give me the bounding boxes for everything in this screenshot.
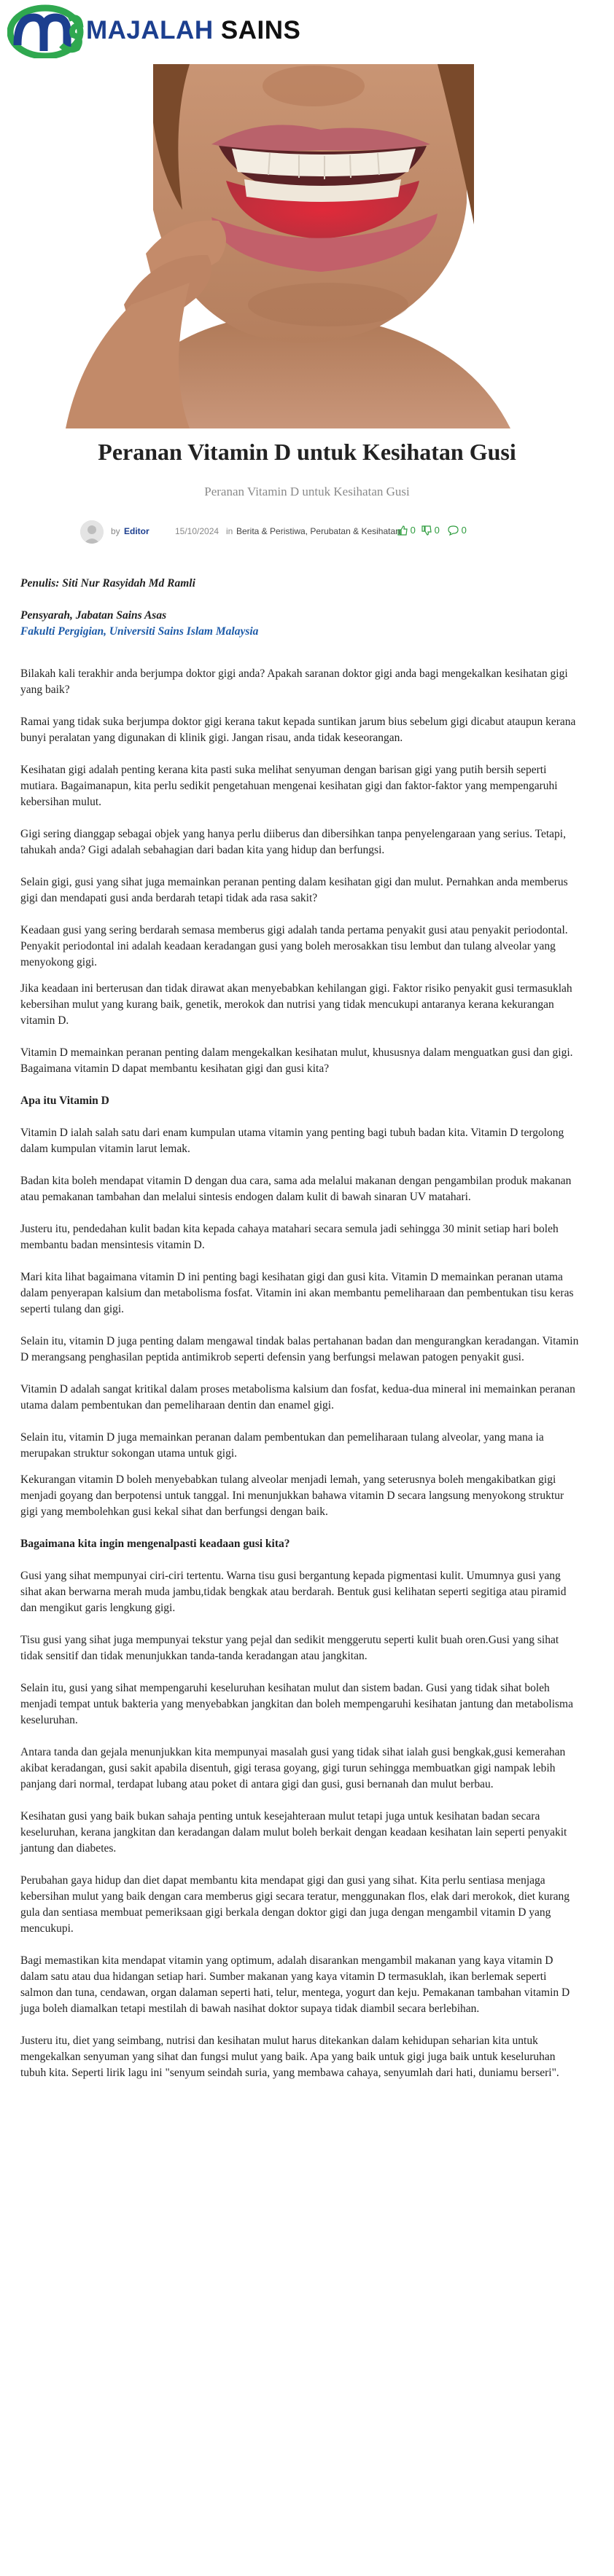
writer-credit: Penulis: Siti Nur Rasyidah Md Ramli: [20, 577, 195, 590]
user-avatar-icon: [80, 520, 104, 544]
comment-icon: [448, 525, 459, 536]
author-link[interactable]: Editor: [124, 526, 149, 536]
meta-by: by: [111, 526, 120, 536]
dislike-count: 0: [434, 525, 440, 536]
category-separator: ,: [305, 526, 308, 536]
article-subtitle: Peranan Vitamin D untuk Kesihatan Gusi: [204, 485, 410, 498]
paragraph: Kekurangan vitamin D boleh menyebabkan tulang alveolar menjadi lemah, yang seterusnya boleh mengakibatkan gigi menjadi goyang dan berpotensi untuk tanggal. Ini menunjukkan bahawa vitamin D secara langsung menyokong struktur gigi yang membolehkan gusi kekal sihat dan berfungsi dengan baik.: [20, 1473, 564, 1518]
paragraph: Kesihatan gigi adalah penting kerana kita pasti suka melihat senyuman dengan barisan gigi yang putih bersih seperti mutiara. Bagaimanapun, kita perlu sedikit pengetahuan mengenai kesihatan gigi dan faktor-faktor yang mempengaruhi kebersihan mulut.: [20, 764, 558, 808]
like-count: 0: [410, 525, 416, 536]
site-logo-text[interactable]: [86, 16, 300, 45]
paragraph: Vitamin D ialah salah satu dari enam kumpulan utama vitamin yang penting bagi tubuh badan kita. Vitamin D tergolong dalam kumpulan vitamin larut lemak.: [20, 1127, 564, 1155]
section-heading: Bagaimana kita ingin mengenalpasti keadaan gusi kita?: [20, 1538, 290, 1550]
position-credit: Pensyarah, Jabatan Sains Asas: [20, 609, 167, 622]
author-avatar[interactable]: [80, 520, 104, 544]
paragraph: Justeru itu, pendedahan kulit badan kita kepada cahaya matahari secara semula jadi sehingga 30 minit setiap hari boleh membantu badan mensintesis vitamin D.: [20, 1223, 559, 1251]
paragraph: Bilakah kali terakhir anda berjumpa doktor gigi anda? Apakah saranan doktor gigi anda bagi mengekalkan kesihatan gigi yang baik?: [20, 668, 568, 696]
like-button[interactable]: [397, 525, 416, 536]
paragraph: Selain itu, vitamin D juga penting dalam mengawal tindak balas pertahanan badan dan mengurangkan keradangan. Vitamin D merangsang penghasilan peptida antimikrob seperti defensin yang berfungsi melawan patogen penyakit gusi.: [20, 1335, 579, 1363]
paragraph: Gigi sering dianggap sebagai objek yang hanya perlu diiberus dan dibersihkan tanpa penyelengaraan yang serius. Tetapi, tahukah anda? Gigi adalah sebahagian dari badan kita yang hidup dan berfungsi.: [20, 828, 566, 856]
thumbs-down-icon: [421, 525, 432, 536]
meta-in: in: [226, 526, 233, 536]
paragraph: Selain itu, vitamin D juga memainkan peranan dalam pembentukan dan pemeliharaan tulang alveolar, yang mana ia merupakan struktur sokongan utama untuk gigi.: [20, 1431, 544, 1460]
section-heading: Apa itu Vitamin D: [20, 1095, 109, 1107]
paragraph: Jika keadaan ini berterusan dan tidak dirawat akan menyebabkan kehilangan gigi. Faktor risiko penyakit gusi termasuklah kebersihan mulut yang kurang baik, genetik, merokok dan nutrisi yang tidak mencukupi antaranya kerana kekurangan vitamin D.: [20, 982, 572, 1027]
article-title: Peranan Vitamin D untuk Kesihatan Gusi: [98, 439, 516, 465]
dislike-button[interactable]: [421, 525, 440, 536]
category-link[interactable]: Perubatan & Kesihatan: [310, 526, 400, 536]
article-meta: [0, 519, 614, 545]
gum-inflammation-photo: [0, 64, 563, 428]
comments-button[interactable]: [448, 525, 467, 536]
logo-word-sains: SAINS: [220, 16, 301, 44]
paragraph: Vitamin D memainkan peranan penting dalam mengekalkan kesihatan mulut, khususnya dalam menguatkan gusi dan gigi. Bagaimana vitamin D dapat membantu kesihatan gigi dan gusi kita?: [20, 1046, 573, 1075]
paragraph: Vitamin D adalah sangat kritikal dalam proses metabolisma kalsium dan fosfat, kedua-dua mineral ini memainkan peranan utama dalam pembentukan dan pemeliharaan dentin dan enamel gigi.: [20, 1383, 575, 1412]
post-date: 15/10/2024: [175, 526, 219, 536]
faculty-link[interactable]: Fakulti Pergigian, Universiti Sains Islam Malaysia: [20, 625, 259, 638]
paragraph: Bagi memastikan kita mendapat vitamin yang optimum, adalah disarankan mengambil makanan yang kaya vitamin D dalam satu atau dua hidangan setiap hari. Sumber makanan yang kaya vitamin D termasuklah, ikan berlemak seperti salmon dan tuna, cendawan, organ dalaman seperti hati, telur, mentega, yogurt dan keju. Pemakanan tambahan vitamin D juga boleh diamalkan tetapi mestilah di bawah nasihat doktor supaya tidak diambil secara berlebihan.: [20, 1954, 570, 2015]
paragraph: Gusi yang sihat mempunyai ciri-ciri tertentu. Warna tisu gusi bergantung kepada pigmentasi kulit. Umumnya gusi yang sihat akan berwarna merah muda jambu,tidak bengkak atau berdarah. Bentuk gusi kelihatan seperti segitiga atau piramid dan mengikut garis lengkung gigi.: [20, 1570, 567, 1614]
paragraph: Selain itu, gusi yang sihat mempengaruhi keseluruhan kesihatan mulut dan sistem badan. Gusi yang tidak sihat boleh menjadi tempat untuk bakteria yang menyebabkan jangkitan dan boleh mempengaruhi kesihatan jantung dan metabolisma keseluruhan.: [20, 1682, 573, 1726]
comment-count: 0: [461, 525, 467, 536]
paragraph: Mari kita lihat bagaimana vitamin D ini penting bagi kesihatan gigi dan gusi kita. Vitamin D memainkan peranan utama dalam penyerapan kalsium dan metabolisma fosfat. Vitamin ini akan membantu pemeliharaan dan pembentukan tisu keras seperti tulang dan gigi.: [20, 1271, 574, 1315]
category-link[interactable]: Berita & Peristiwa: [236, 526, 306, 536]
category-list: [236, 526, 400, 536]
site-header: [0, 0, 614, 64]
logo-word-majalah: MAJALAH: [86, 16, 214, 44]
paragraph: Selain gigi, gusi yang sihat juga memainkan peranan penting dalam kesihatan gigi dan mulut. Pernahkan anda memberus gigi dan mendapati gusi anda berdarah tetapi tidak ada rasa sakit?: [20, 876, 568, 904]
paragraph: Perubahan gaya hidup dan diet dapat membantu kita mendapat gigi dan gusi yang sihat. Kita perlu sentiasa menjaga kebersihan mulut yang baik dengan cara memberus gigi secara teratur, menggunakan flos, elak dari merokok, diet kurang gula dan sentiasa membuat pemeriksaan gigi berkala dengan doktor gigi dan juga dengan mengambil vitamin D yang mencukupi.: [20, 1874, 570, 1935]
majalah-sains-logo-icon[interactable]: [7, 3, 88, 58]
paragraph: Badan kita boleh mendapat vitamin D dengan dua cara, sama ada melalui makanan dengan pengambilan produk makanan atau pemakanan tambahan dan melalui sintesis endogen dalam kulit di bawah sinaran UV matahari.: [20, 1175, 572, 1203]
hero-image: [0, 64, 563, 428]
paragraph: Justeru itu, diet yang seimbang, nutrisi dan kesihatan mulut harus ditekankan dalam kehidupan seharian kita untuk mengekalkan senyuman yang sihat dan fungsi mulut yang baik. Apa yang baik untuk gigi juga baik untuk keseluruhan tubuh kita. Seperti lirik lagu ini "senyum seindah suria, yang membawa cahaya, senyumlah dari hati, duniamu berseri".: [20, 2035, 559, 2079]
paragraph: Kesihatan gusi yang baik bukan sahaja penting untuk kesejahteraan mulut tetapi juga untuk kesihatan badan secara keseluruhan, kerana jangkitan dan keradangan dalam mulut boleh berkait dengan keadaan kesihatan lain seperti penyakit jantung dan diabetes.: [20, 1810, 567, 1855]
article-body: [20, 576, 582, 2097]
author-credits: [20, 576, 582, 640]
paragraph: Antara tanda dan gejala menunjukkan kita mempunyai masalah gusi yang tidak sihat ialah gusi bengkak,gusi kemerahan akibat keradangan, gusi sakit apabila disentuh, gigi terasa goyang, gigi turun sehingga membuatkan gigi nampak lebih panjang dari normal, terdapat lubang atau poket di antara gigi dan gusi, gusi bernanah dan mulut berbau.: [20, 1746, 566, 1790]
paragraph: Keadaan gusi yang sering berdarah semasa memberus gigi adalah tanda pertama penyakit gusi atau penyakit periodontal. Penyakit periodontal ini adalah keadaan keradangan gusi yang boleh merosakkan tisu lembut dan tulang alveolar yang menyokong gigi.: [20, 924, 568, 968]
thumbs-up-icon: [397, 525, 408, 536]
paragraph: Ramai yang tidak suka berjumpa doktor gigi kerana takut kepada suntikan jarum bius sebelum gigi dicabut ataupun kerana bunyi peralatan yang digunakan di klinik gigi. Jangan risau, anda tidak keseorangan.: [20, 716, 576, 744]
paragraph: Tisu gusi yang sihat juga mempunyai tekstur yang pejal dan sedikit menggerutu seperti kulit buah oren.Gusi yang sihat tidak sensitif dan tidak menunjukkan tanda-tanda keradangan atau jangkitan.: [20, 1634, 559, 1662]
